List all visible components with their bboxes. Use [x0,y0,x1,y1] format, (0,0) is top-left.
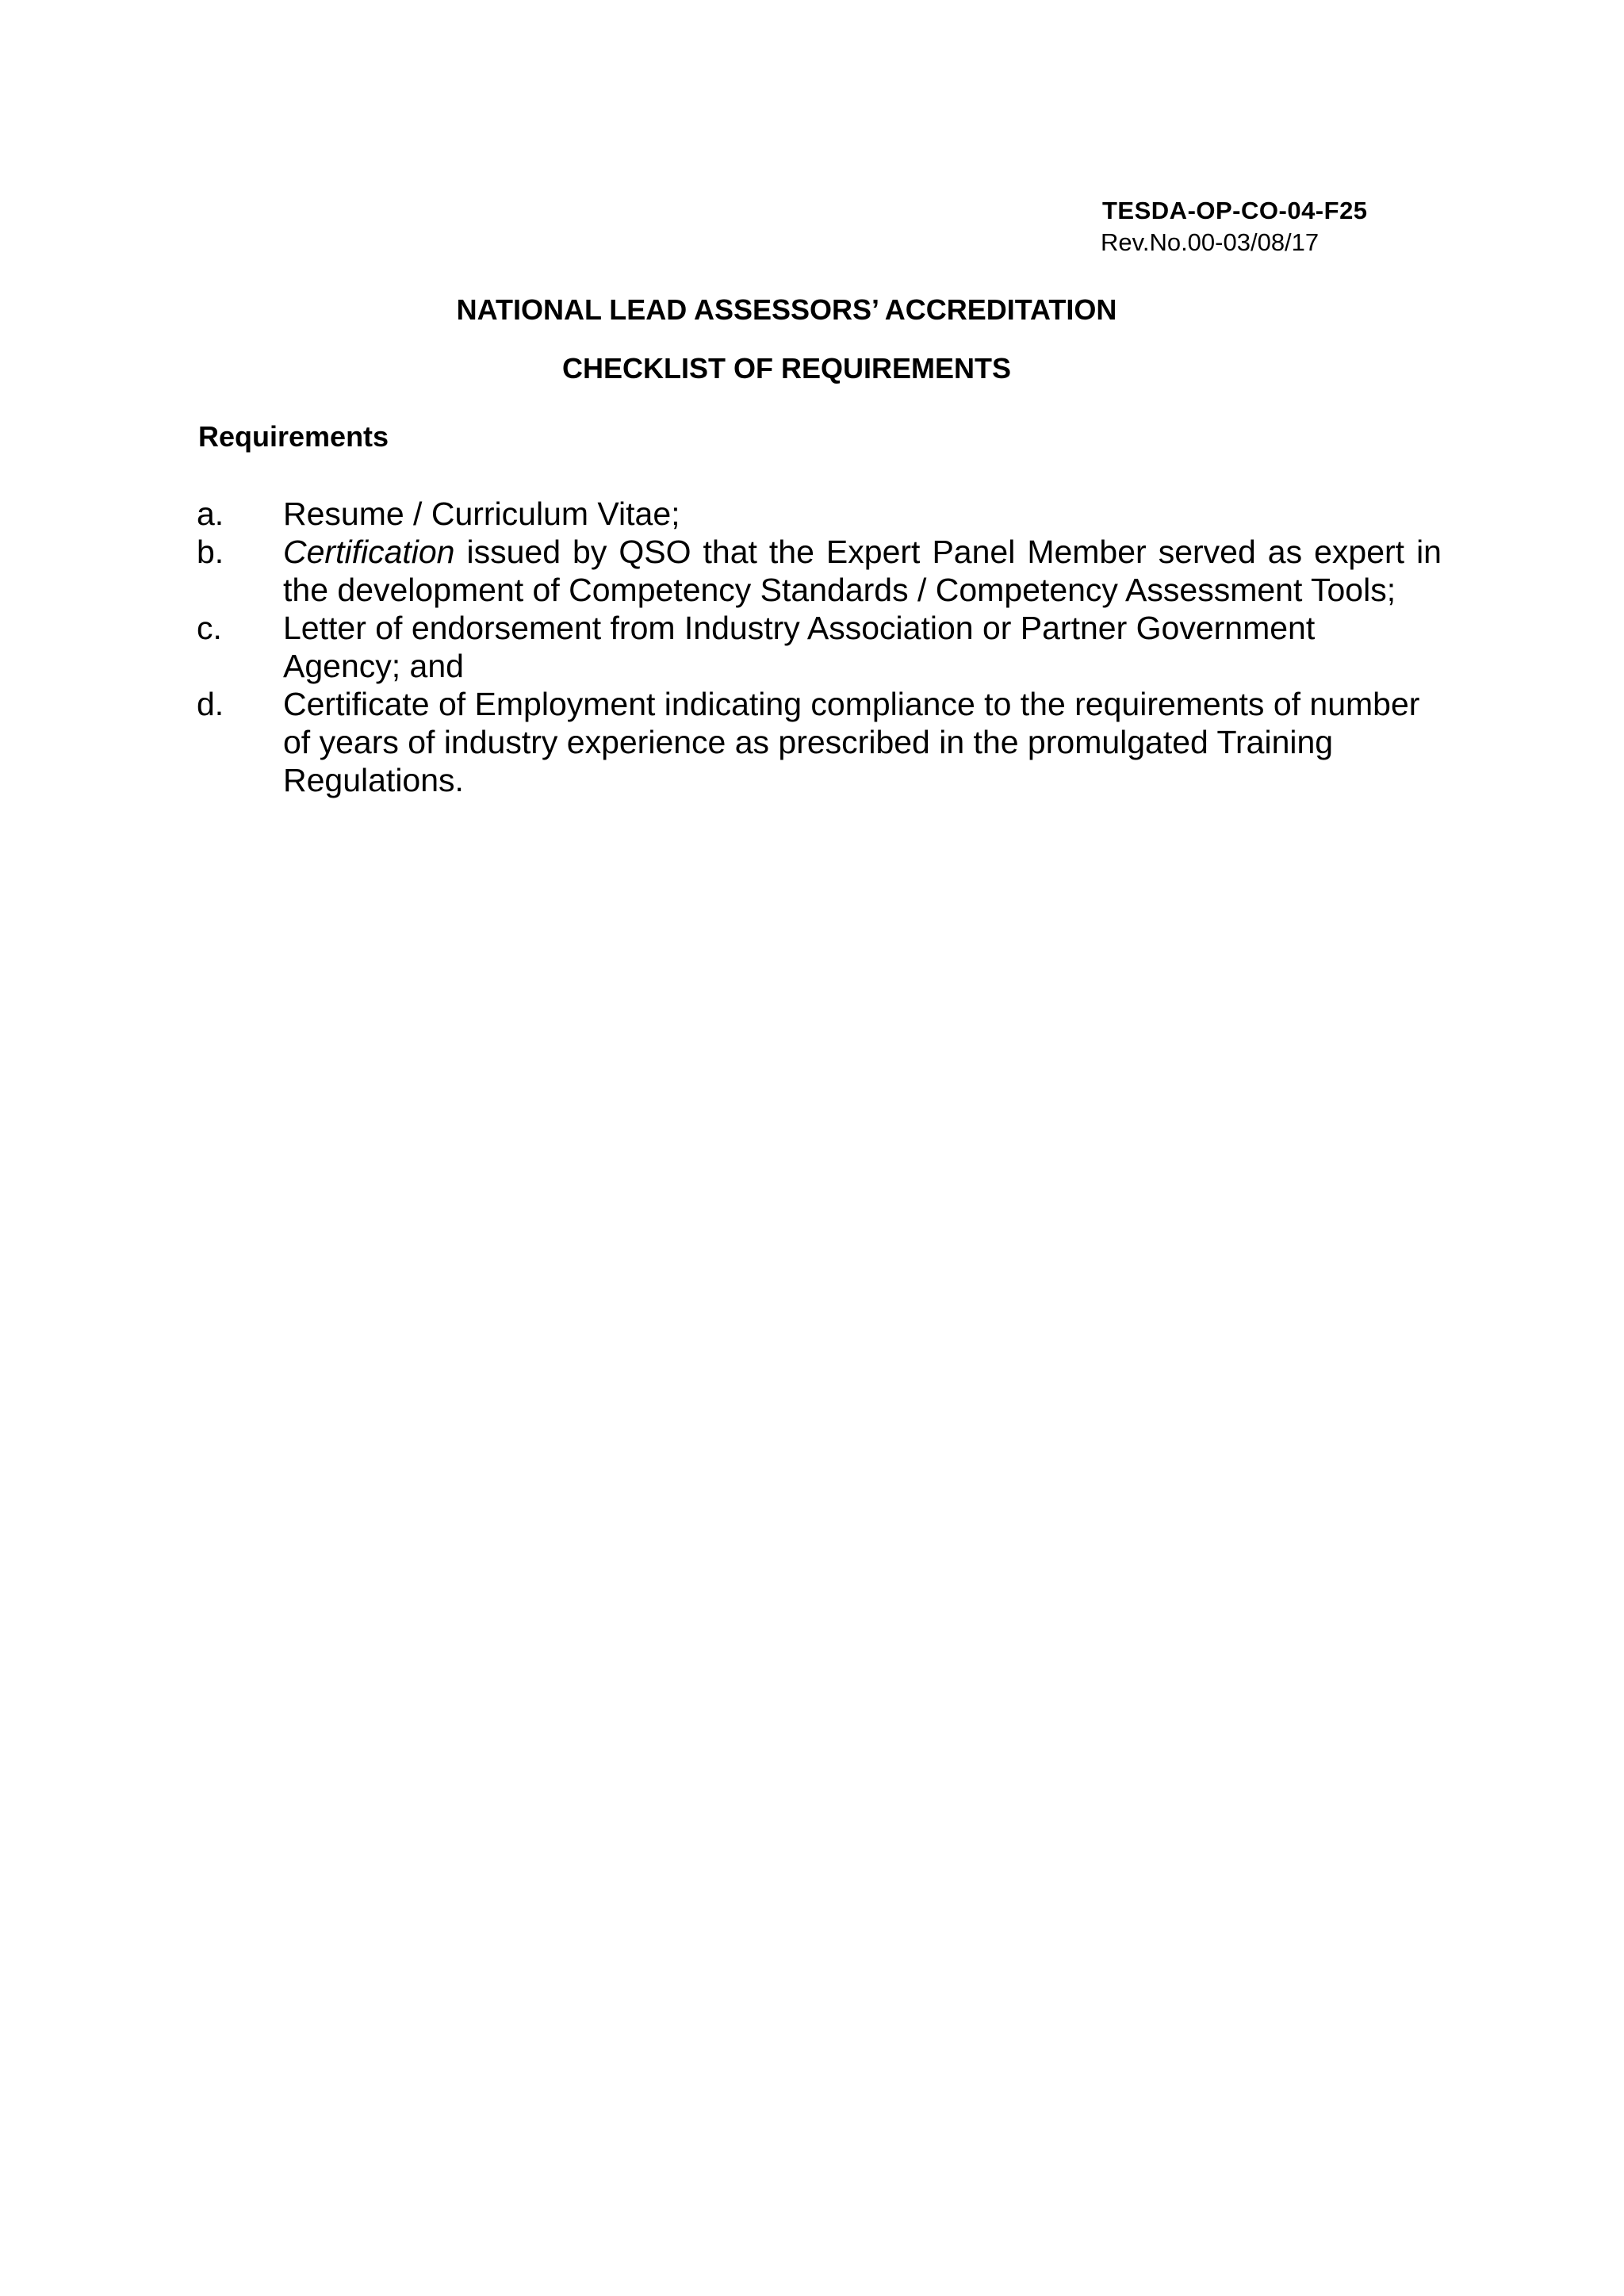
requirement-item-b [197,533,1442,609]
requirement-text: Resume / Curriculum Vitae; [283,496,680,532]
requirement-letter: c. [197,610,222,646]
document-subtitle: CHECKLIST OF REQUIREMENTS [561,352,1011,385]
document-title: NATIONAL LEAD ASSESSORS’ ACCREDITATION [456,293,1117,326]
revision-number: Rev.No.00-03/08/17 [1101,228,1320,256]
certification-emphasis: Certification [283,534,455,570]
requirement-text: Certificate of Employment indicating compliance to the requirements of number of years of industry experience as prescribed in the promulgated Training Regulations. [283,686,1420,798]
requirement-text [283,533,1442,609]
requirements-heading: Requirements [198,420,389,453]
requirement-text: Letter of endorsement from Industry Association or Partner Government Agency; and [283,610,1316,684]
requirement-item-a [197,495,1442,533]
requirement-letter: a. [197,496,224,532]
requirement-letter: d. [197,686,224,722]
requirements-list [197,495,1442,799]
form-code: TESDA-OP-CO-04-F25 [1102,197,1368,224]
requirement-letter: b. [197,534,224,570]
requirement-item-d [197,685,1442,799]
requirement-item-c [197,609,1442,685]
requirement-text-body: issued by QSO that the Expert Panel Member served as expert in the development of Competency Standards / Competency Assessment Tools; [283,534,1442,608]
